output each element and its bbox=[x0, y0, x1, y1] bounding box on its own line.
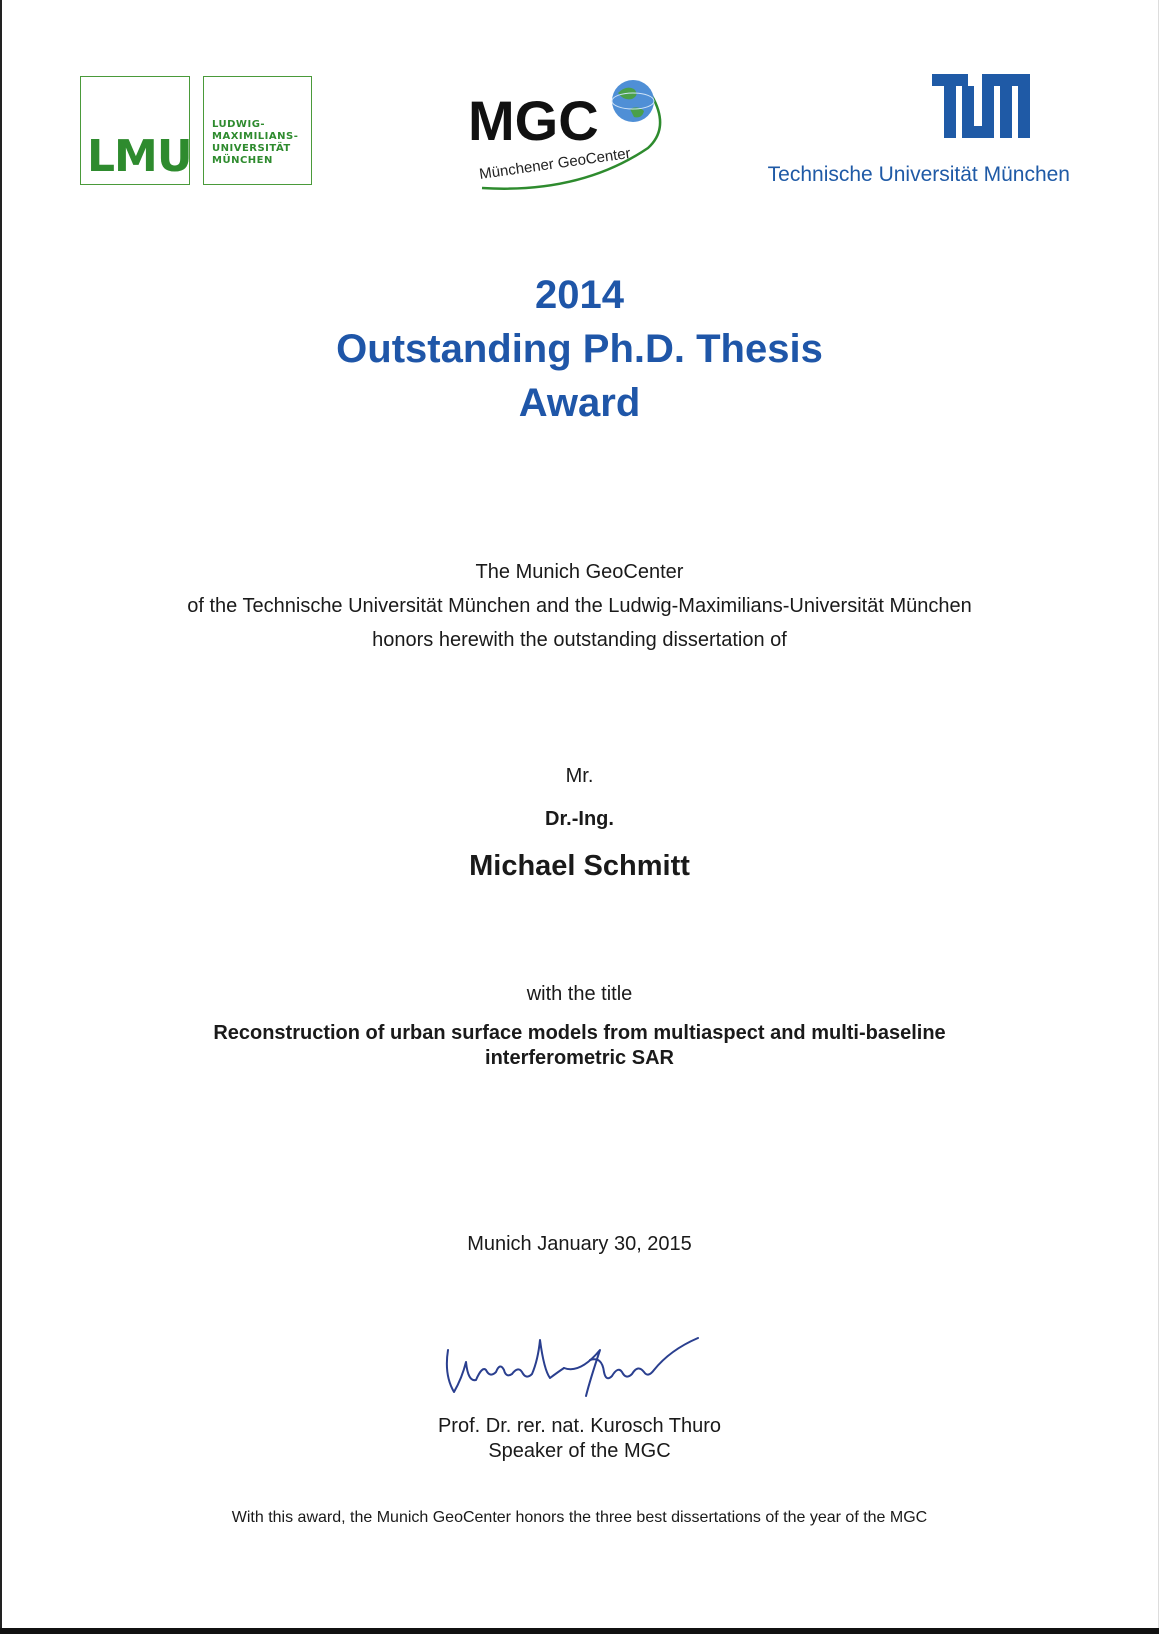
award-year: 2014 bbox=[535, 273, 624, 317]
lmu-logo-line: UNIVERSITÄT bbox=[212, 143, 291, 154]
lmu-logo-mark: LMU bbox=[87, 131, 192, 182]
handwritten-signature bbox=[440, 1320, 700, 1400]
recipient-salutation: Mr. bbox=[565, 765, 594, 787]
mgc-logo-graphic bbox=[470, 76, 690, 196]
lmu-logo-line: MÜNCHEN bbox=[212, 155, 273, 166]
award-footnote: With this award, the Munich GeoCenter honors the three best dissertations of the year of the MGC bbox=[231, 1509, 928, 1526]
recipient-degree: Dr.-Ing. bbox=[545, 808, 614, 830]
lmu-logo-wordmark-box bbox=[203, 76, 312, 185]
tum-logo bbox=[724, 74, 1074, 194]
award-title-line-1: Outstanding Ph.D. Thesis bbox=[336, 327, 823, 371]
thesis-intro: with the title bbox=[526, 983, 633, 1005]
recipient-name: Michael Schmitt bbox=[469, 850, 690, 882]
mgc-logo bbox=[470, 76, 690, 196]
award-title-line-2: Award bbox=[518, 381, 641, 425]
thesis-title bbox=[0, 1021, 1159, 1071]
globe-icon bbox=[612, 80, 654, 122]
signatory-role: Speaker of the MGC bbox=[488, 1440, 671, 1462]
lmu-logo-mark-box bbox=[80, 76, 190, 185]
award-date: Munich January 30, 2015 bbox=[467, 1233, 692, 1255]
signature-graphic bbox=[440, 1320, 700, 1400]
signatory bbox=[0, 1414, 1159, 1464]
thesis-title-line-2: interferometric SAR bbox=[485, 1047, 674, 1069]
statement-line-1: The Munich GeoCenter bbox=[475, 561, 684, 583]
award-statement bbox=[0, 555, 1159, 657]
statement-line-3: honors herewith the outstanding dissertation of bbox=[372, 629, 787, 651]
lmu-logo-wordmark bbox=[212, 119, 298, 167]
lmu-logo-line: MAXIMILIANS- bbox=[212, 131, 299, 142]
thesis-title-line-1: Reconstruction of urban surface models from multiaspect and multi-baseline bbox=[213, 1022, 946, 1044]
lmu-logo bbox=[80, 76, 312, 187]
statement-line-2: of the Technische Universität München and the Ludwig-Maximilians-Universität München bbox=[187, 595, 972, 617]
tum-logo-mark bbox=[724, 74, 1074, 144]
page-border-bottom bbox=[0, 1628, 1159, 1634]
tum-logo-caption: Technische Universität München bbox=[767, 163, 1070, 186]
mgc-logo-tagline: Münchener GeoCenter bbox=[478, 144, 632, 183]
signatory-name: Prof. Dr. rer. nat. Kurosch Thuro bbox=[437, 1415, 722, 1437]
lmu-logo-line: LUDWIG- bbox=[212, 119, 266, 130]
award-title bbox=[0, 268, 1159, 430]
mgc-logo-mark: MGC bbox=[470, 89, 599, 152]
